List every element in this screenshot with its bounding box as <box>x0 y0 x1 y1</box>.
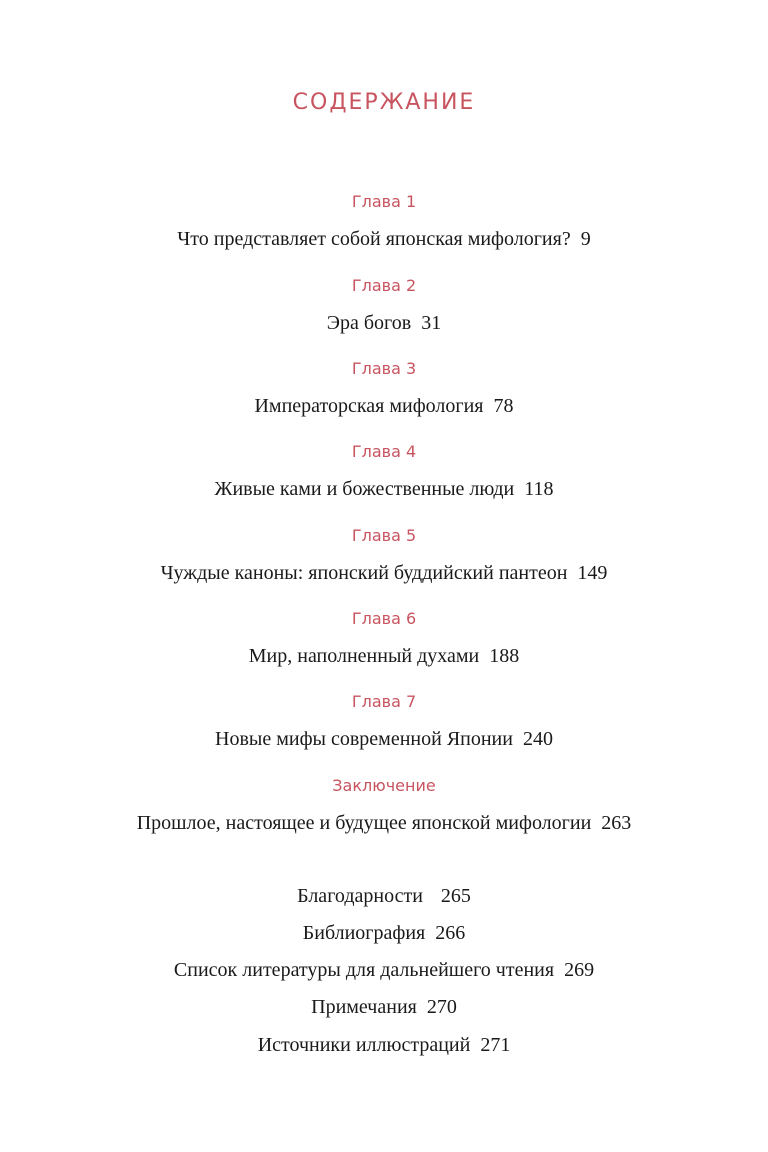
entry-title: Мир, наполненный духами <box>248 645 480 667</box>
back-matter-entry[interactable] <box>0 922 768 945</box>
entry-page-number: 271 <box>480 1034 511 1056</box>
back-matter-entry[interactable] <box>0 1034 768 1057</box>
entry-page-number: 78 <box>493 395 514 417</box>
back-matter-entry[interactable] <box>0 885 768 908</box>
entry-page-number: 118 <box>524 478 554 500</box>
entry-page-number: 269 <box>564 959 595 981</box>
toc-entry[interactable] <box>0 645 768 668</box>
chapter-label: Глава 6 <box>351 609 417 628</box>
chapter-label: Глава 4 <box>351 442 417 461</box>
entry-page-number: 31 <box>421 312 442 334</box>
entry-page-number: 240 <box>522 728 553 750</box>
entry-title: Новые мифы современной Японии <box>215 728 513 750</box>
entry-page-number: 9 <box>580 228 591 250</box>
chapter-label: Глава 2 <box>351 276 417 295</box>
toc-entry[interactable] <box>0 395 768 418</box>
entry-title: Библиография <box>302 922 426 944</box>
entry-title: Что представляет собой японская мифология? <box>177 228 571 250</box>
toc-entry[interactable] <box>0 562 768 585</box>
entry-title: Живые ками и божественные люди <box>214 478 515 500</box>
entry-title: Чуждые каноны: японский буддийский пантеон <box>160 562 568 584</box>
toc-entry[interactable] <box>0 812 768 835</box>
entry-page-number: 263 <box>601 812 632 834</box>
chapter-label: Глава 3 <box>351 359 417 378</box>
toc-entry[interactable] <box>0 728 768 751</box>
entry-page-number: 266 <box>435 922 466 944</box>
entry-title: Благодарности <box>297 885 423 907</box>
entry-title: Примечания <box>311 996 417 1018</box>
entry-page-number: 270 <box>426 996 457 1018</box>
entry-page-number: 188 <box>489 645 520 667</box>
back-matter-entry[interactable] <box>0 959 768 982</box>
entry-title: Эра богов <box>326 312 412 334</box>
chapter-label: Глава 5 <box>351 526 417 545</box>
toc-entry[interactable] <box>0 228 768 251</box>
page-title: СОДЕРЖАНИЕ <box>292 90 476 115</box>
entry-page-number: 149 <box>577 562 608 584</box>
toc-entry[interactable] <box>0 478 768 501</box>
chapter-label: Глава 7 <box>351 692 417 711</box>
chapter-label: Глава 1 <box>351 192 417 211</box>
entry-title: Список литературы для дальнейшего чтения <box>173 959 555 981</box>
back-matter-entry[interactable] <box>0 996 768 1019</box>
entry-title: Императорская мифология <box>254 395 484 417</box>
entry-title: Прошлое, настоящее и будущее японской мифологии <box>136 812 592 834</box>
toc-entry[interactable] <box>0 312 768 335</box>
entry-page-number: 265 <box>440 885 471 907</box>
chapter-label: Заключение <box>332 776 436 795</box>
entry-title: Источники иллюстраций <box>257 1034 471 1056</box>
